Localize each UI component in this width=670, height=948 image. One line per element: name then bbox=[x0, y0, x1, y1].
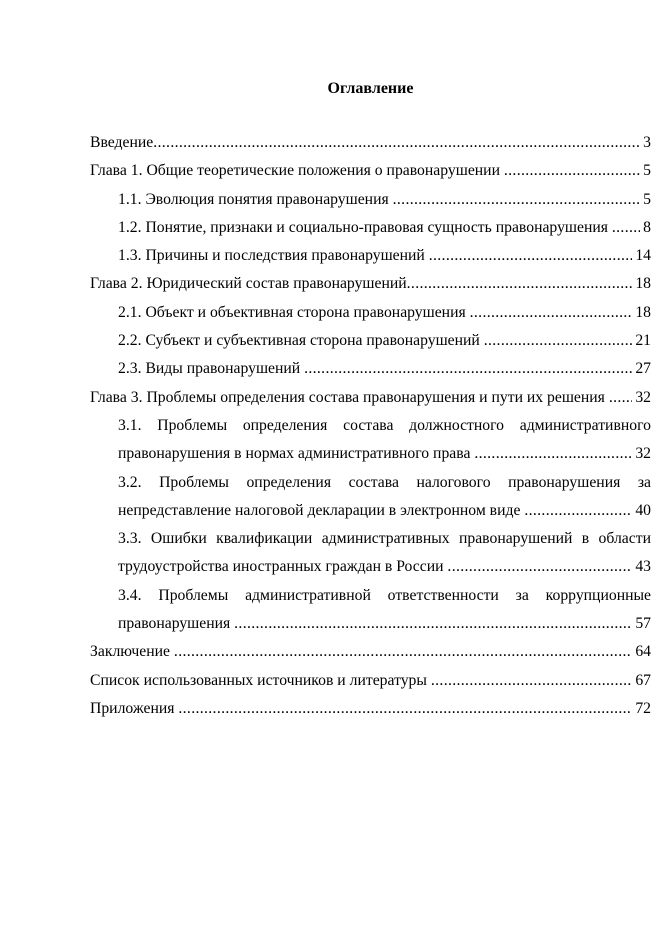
toc-entry-line: 3.1. Проблемы определения состава должностного административного bbox=[118, 416, 651, 434]
toc-entry-page: 27 bbox=[635, 360, 651, 378]
toc-entry-page: 57 bbox=[635, 615, 651, 633]
dot-leader bbox=[504, 157, 640, 185]
toc-entry-page: 3 bbox=[643, 134, 651, 151]
toc-entry-line: 3.3. Ошибки квалификации административных правонарушений в области bbox=[118, 530, 651, 548]
toc-entry-label: Список использованных источников и литературы bbox=[90, 671, 431, 689]
toc-entry-page: 18 bbox=[635, 303, 651, 321]
toc-entry-label: 2.3. Виды правонарушений bbox=[118, 360, 305, 378]
dot-leader bbox=[470, 299, 633, 327]
toc-entry-line: 3.4. Проблемы административной ответственности за коррупционные bbox=[118, 586, 651, 604]
toc-entry-bibliography[interactable] bbox=[90, 667, 651, 695]
dot-leader bbox=[609, 384, 632, 412]
toc-entry-2-3[interactable] bbox=[90, 355, 651, 383]
toc-entry-label: правонарушения в нормах административного права bbox=[118, 445, 475, 463]
toc-entry-1-1[interactable] bbox=[90, 186, 651, 214]
toc-entry-3-3[interactable] bbox=[90, 525, 651, 582]
toc-entry-page: 18 bbox=[635, 275, 651, 293]
dot-leader bbox=[524, 497, 632, 525]
toc-entry-page: 40 bbox=[635, 501, 651, 519]
toc-entry-page: 32 bbox=[635, 445, 651, 463]
toc-entry-label: 2.1. Объект и объективная сторона правонарушения bbox=[118, 303, 470, 321]
toc-entry-3-4[interactable] bbox=[90, 582, 651, 639]
table-of-contents bbox=[90, 129, 651, 723]
toc-entry-label: Введение bbox=[90, 134, 154, 151]
toc-entry-label: трудоустройства иностранных граждан в России bbox=[118, 558, 448, 576]
toc-entry-label: правонарушения bbox=[118, 615, 235, 633]
dot-leader bbox=[484, 327, 633, 355]
toc-entry-line bbox=[90, 440, 651, 468]
dot-leader bbox=[393, 186, 641, 214]
toc-entry-label: непредставление налоговой декларации в электронном виде bbox=[118, 501, 525, 519]
toc-entry-line: 3.2. Проблемы определения состава налогового правонарушения за bbox=[118, 473, 651, 491]
dot-leader bbox=[474, 440, 632, 468]
toc-entry-label: Приложения bbox=[90, 699, 179, 717]
toc-entry-3-1[interactable] bbox=[90, 412, 651, 469]
toc-entry-chapter-1[interactable] bbox=[90, 157, 651, 185]
toc-entry-label: 2.2. Субъект и субъективная сторона правонарушений bbox=[118, 332, 484, 350]
toc-entry-3-2[interactable] bbox=[90, 469, 651, 526]
toc-entry-label: 1.2. Понятие, признаки и социально-правовая сущность правонарушения bbox=[118, 218, 612, 236]
dot-leader bbox=[153, 129, 640, 157]
toc-entry-page: 8 bbox=[643, 218, 651, 236]
toc-entry-conclusion[interactable] bbox=[90, 638, 651, 666]
toc-entry-line bbox=[90, 553, 651, 581]
toc-entry-page: 14 bbox=[635, 247, 651, 265]
toc-entry-page: 5 bbox=[643, 162, 651, 180]
dot-leader bbox=[407, 270, 633, 298]
toc-entry-label: Глава 1. Общие теоретические положения о правонарушении bbox=[90, 162, 504, 180]
toc-entry-label: 1.3. Причины и последствия правонарушений bbox=[118, 247, 429, 265]
toc-entry-label: Глава 3. Проблемы определения состава правонарушения и пути их решения bbox=[90, 388, 609, 406]
dot-leader bbox=[178, 695, 632, 723]
dot-leader bbox=[447, 553, 632, 581]
dot-leader bbox=[612, 214, 640, 242]
toc-entry-introduction[interactable] bbox=[90, 129, 651, 157]
toc-entry-2-1[interactable] bbox=[90, 299, 651, 327]
toc-entry-1-3[interactable] bbox=[90, 242, 651, 270]
toc-entry-page: 72 bbox=[635, 699, 651, 717]
dot-leader bbox=[234, 610, 632, 638]
toc-entry-label: 1.1. Эволюция понятия правонарушения bbox=[118, 190, 393, 208]
toc-entry-line bbox=[90, 497, 651, 525]
toc-entry-page: 32 bbox=[635, 388, 651, 406]
dot-leader bbox=[174, 638, 632, 666]
toc-entry-label: Глава 2. Юридический состав правонарушений bbox=[90, 275, 407, 293]
toc-entry-page: 21 bbox=[635, 332, 651, 350]
toc-entry-page: 64 bbox=[635, 643, 651, 661]
dot-leader bbox=[431, 667, 632, 695]
toc-entry-chapter-3[interactable] bbox=[90, 384, 651, 412]
toc-entry-1-2[interactable] bbox=[90, 214, 651, 242]
toc-entry-2-2[interactable] bbox=[90, 327, 651, 355]
toc-entry-chapter-2[interactable] bbox=[90, 270, 651, 298]
toc-entry-page: 5 bbox=[643, 190, 651, 208]
toc-entry-label: Заключение bbox=[90, 643, 174, 661]
toc-entry-appendices[interactable] bbox=[90, 695, 651, 723]
toc-entry-line bbox=[90, 610, 651, 638]
toc-entry-page: 43 bbox=[635, 558, 651, 576]
toc-entry-page: 67 bbox=[635, 671, 651, 689]
dot-leader bbox=[429, 242, 633, 270]
toc-title: Оглавление bbox=[327, 80, 414, 97]
dot-leader bbox=[304, 355, 632, 383]
